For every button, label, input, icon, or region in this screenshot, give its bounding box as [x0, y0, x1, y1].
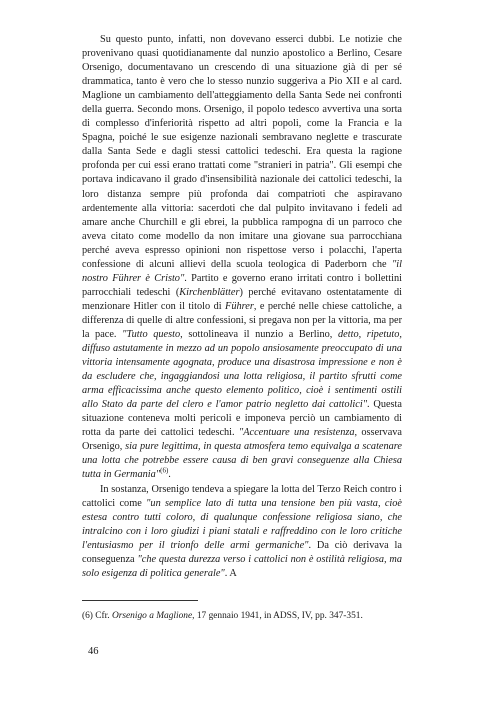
- p2-quote-durezza: "che questa durezza verso i cattolici non è ostilità religiosa, ma solo esigenza di politica generale": [82, 553, 402, 579]
- p1-quote-sia-pure: sia pure legittima, in questa atmosfera temo equivalga a scatenare una lotta che potrebbe essere causa di ben gravi conseguenze alla Chiesa tutta in Germania": [82, 441, 402, 481]
- footnote-separator: [82, 600, 198, 601]
- p2-text-a: In sostanza, Orsenigo tendeva a spiegare la lotta del Terzo Reich contro i cattolici come: [82, 483, 402, 509]
- page-number: 46: [88, 646, 99, 657]
- footnote-title: Orsenigo a Maglione: [111, 611, 193, 621]
- p1-text-o: .: [168, 469, 171, 481]
- p2-quote-semplice: "un semplice lato di tutta una tensione ben più vasta, cioè estesa contro tutti coloro, di qualunque confessione religiosa siano, che intralcino con i loro giudizi i piani statali e raffreddino con le loro critiche l'entusiasmo per il trionfo delle armi germaniche": [82, 497, 402, 551]
- footnote-ref-6: (6): [160, 467, 169, 476]
- footnote-rest: , 17 gennaio 1941, in ADSS, IV, pp. 347-351.: [192, 611, 363, 621]
- p2-text-c: . Da ciò derivava la conseguenza: [82, 539, 402, 565]
- p1-quote-fuhrer: "il nostro Führer è Cristo": [82, 258, 402, 284]
- footnote-number: (6) Cfr.: [82, 611, 112, 621]
- paragraph-2: [82, 483, 402, 581]
- p1-fuhrer-title: Führer: [225, 300, 254, 312]
- p1-text-k: . Questa situazione conteneva molti pericoli e imponeva perciò un cambiamento di rotta da parte dei cattolici tedeschi.: [82, 399, 402, 439]
- footnote-6: [82, 610, 402, 622]
- p1-quote-accentuare: "Accentuare una resistenza: [238, 427, 355, 439]
- p2-text-e: . A: [224, 567, 237, 579]
- p1-text-i: , sottolineava il nunzio a Berlino,: [180, 328, 339, 340]
- paragraph-1: [82, 33, 402, 483]
- p1-text-g: , e perché nelle chiese cattoliche, a differenza di quelle di altre confessioni, si pregava non per la vittoria, ma per la pace.: [82, 300, 402, 340]
- p1-quote-detto: detto, ripetuto, diffuso astutamente in mezzo ad un popolo ansiosamente preoccupato di una vittoria intensamente agognata, produce una disastrosa impressione e non è da escludere che, ingaggiandosi una lotta religiosa, il partito sfrutti come arma efficacissima anche questo elemento politico, cioè i sentimenti ostili allo Stato da parte del clero e l'amor patrio negletto dai cattolici": [82, 328, 402, 411]
- p1-kirchenblatter: Kirchenblätter: [179, 286, 240, 298]
- p1-quote-tutto: "Tutto questo: [122, 328, 181, 340]
- body-text: [82, 33, 402, 581]
- p1-text-e: ) perché evitavano ostentatamente di menzionare Hitler con il titolo di: [82, 286, 402, 312]
- p1-text-c: . Partito e governo erano irritati contro i bollettini parrocchiali tedeschi (: [82, 272, 402, 298]
- p1-text-m: , osservava Orsenigo,: [82, 427, 402, 453]
- p1-text-a: Su questo punto, infatti, non dovevano esserci dubbi. Le notizie che provenivano quasi quotidianamente dal nunzio apostolico a Berlino, Cesare Orsenigo, documentavano un crescendo di una situazione già di per sé drammatica, tanto è vero che lo stesso nunzio suggeriva a Pio XII e al card. Maglione un cambiamento dell'atteggiamento della Santa Sede nei confronti della guerra. Secondo mons. Orsenigo, il popolo tedesco avvertiva una sorta di complesso d'inferiorità rispetto ad altri popoli, come la Francia e la Spagna, poiché le sue esigenze nazionali sembravano neglette e trascurate dalla Santa Sede e dagli stessi cattolici tedeschi. Era questa la ragione profonda per cui essi erano trattati come "stranieri in patria". Gli esempi che portava indicavano il grado d'insensibilità nazionale dei cattolici tedeschi, la loro distanza sempre più profonda dai compatrioti che aspiravano ardentemente alla vittoria: sacerdoti che dal pulpito invitavano i fedeli ad amare anche Churchill e gli ebrei, la pubblica rampogna di un parroco che aveva citato come modello da non imitare una giovane sua parrocchiana perché aveva espresso opinioni non rispettose verso i polacchi, l'aperta confessione di alcuni allievi della scuola teologica di Paderborn che: [82, 34, 402, 270]
